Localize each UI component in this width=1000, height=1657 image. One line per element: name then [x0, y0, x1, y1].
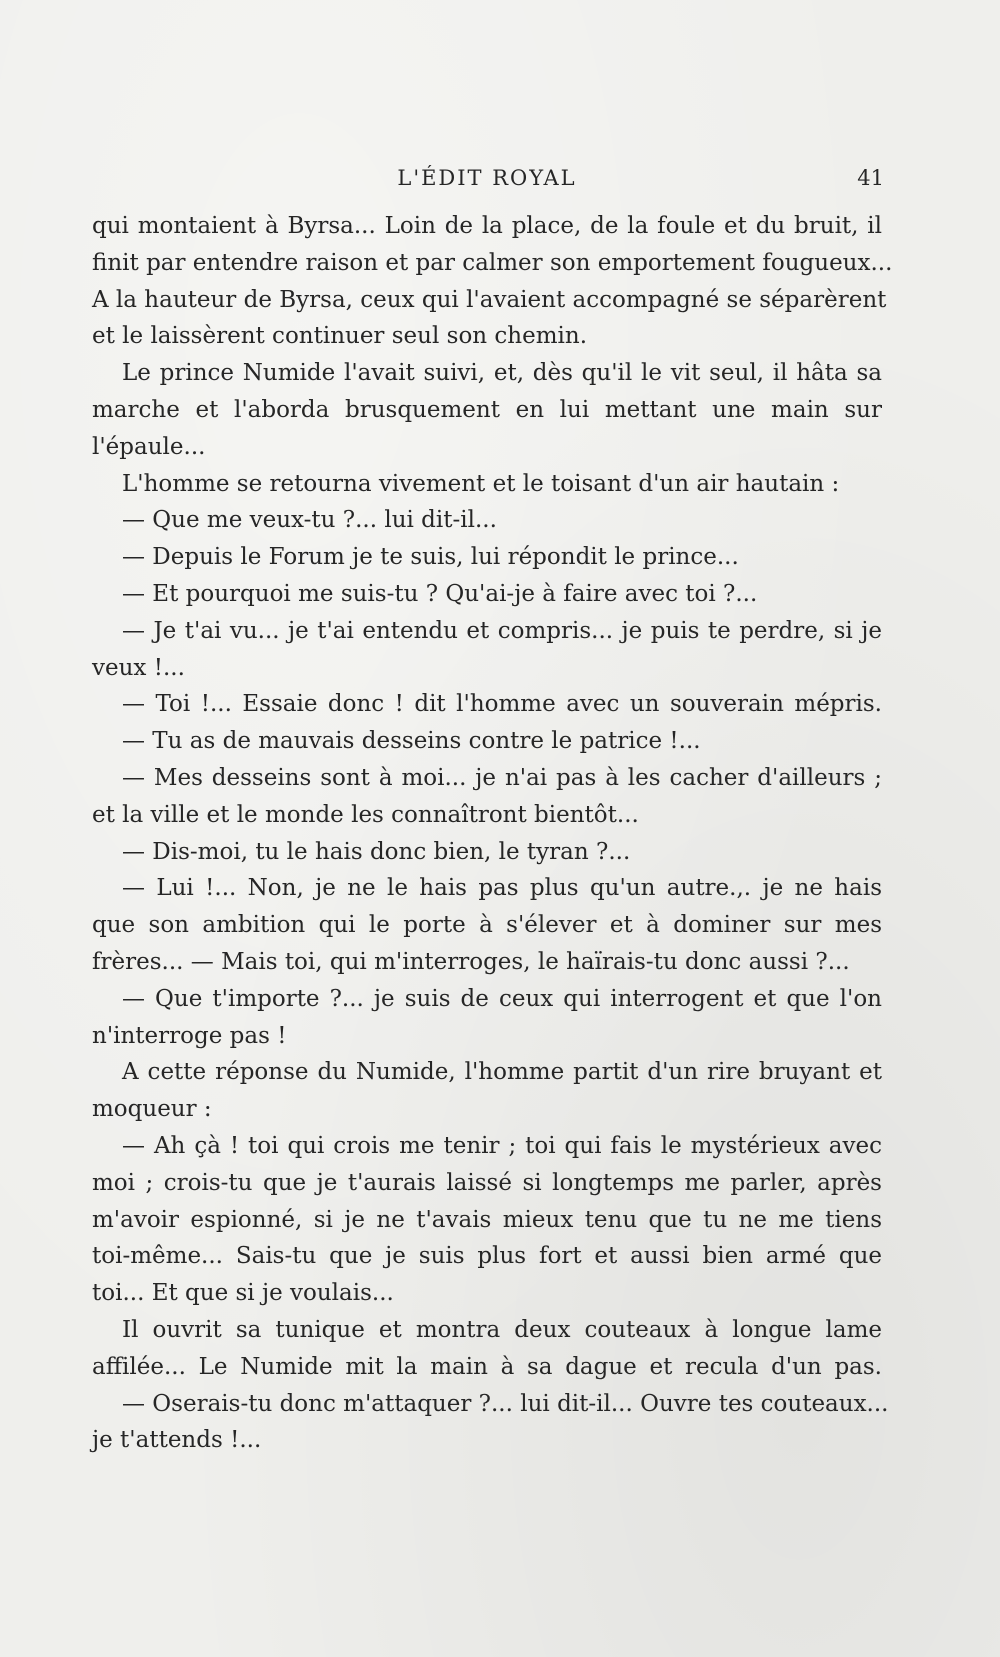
text-line: toi... Et que si je voulais... [92, 1280, 394, 1307]
text-line: — Mes desseins sont à moi... je n'ai pas à les cacher d'ailleurs ; [122, 764, 882, 791]
text-line: A cette réponse du Numide, l'homme partit d'un rire bruyant et [122, 1059, 882, 1086]
text-line: l'épaule... [92, 433, 206, 460]
text-line: — Que me veux-tu ?... lui dit-il... [122, 507, 497, 534]
text-line: que son ambition qui le porte à s'élever et à dominer sur mes [92, 912, 882, 939]
text-line: — Toi !... Essaie donc ! dit l'homme avec un souverain mépris. [122, 691, 882, 718]
text-line: — Lui !... Non, je ne le hais pas plus qu'un autre.,. je ne hais [122, 875, 882, 902]
text-line: toi-même... Sais-tu que je suis plus fort et aussi bien armé que [92, 1243, 882, 1270]
text-line: — Oserais-tu donc m'attaquer ?... lui dit-il... Ouvre tes couteaux... [122, 1390, 889, 1417]
text-line: — Tu as de mauvais desseins contre le patrice !... [122, 728, 701, 755]
text-line: finit par entendre raison et par calmer son emportement fougueux... [92, 249, 893, 276]
text-line: marche et l'aborda brusquement en lui mettant une main sur [92, 396, 882, 423]
text-line: — Que t'importe ?... je suis de ceux qui interrogent et que l'on [122, 985, 882, 1012]
running-title: L'ÉDIT ROYAL [397, 166, 577, 190]
running-head [92, 166, 882, 196]
page-number: 41 [857, 166, 884, 190]
text-line: qui montaient à Byrsa... Loin de la place, de la foule et du bruit, il [92, 213, 882, 239]
text-line: veux !... [92, 654, 185, 681]
body-text [92, 208, 893, 1459]
text-line: A la hauteur de Byrsa, ceux qui l'avaient accompagné se séparèrent [92, 286, 887, 313]
text-line: je t'attends !... [92, 1427, 262, 1454]
text-line: m'avoir espionné, si je ne t'avais mieux tenu que tu ne me tiens [92, 1206, 882, 1233]
text-line: affilée... Le Numide mit la main à sa dague et recula d'un pas. [92, 1353, 882, 1380]
text-line: frères... — Mais toi, qui m'interroges, le haïrais-tu donc aussi ?... [92, 948, 850, 975]
text-line: moqueur : [92, 1096, 212, 1123]
text-line: Le prince Numide l'avait suivi, et, dès qu'il le vit seul, il hâta sa [122, 360, 882, 387]
text-line: — Et pourquoi me suis-tu ? Qu'ai-je à faire avec toi ?... [122, 580, 758, 607]
text-line: L'homme se retourna vivement et le toisant d'un air hautain : [122, 470, 840, 497]
text-line: — Ah çà ! toi qui crois me tenir ; toi qui fais le mystérieux avec [122, 1132, 882, 1159]
text-line: et la ville et le monde les connaîtront bientôt... [92, 801, 639, 828]
text-line: — Depuis le Forum je te suis, lui répondit le prince... [122, 544, 739, 571]
text-line: moi ; crois-tu que je t'aurais laissé si longtemps me parler, après [92, 1169, 882, 1196]
text-line: Il ouvrit sa tunique et montra deux couteaux à longue lame [122, 1316, 882, 1343]
text-line: et le laissèrent continuer seul son chemin. [92, 323, 588, 350]
text-line: n'interroge pas ! [92, 1022, 287, 1049]
text-line: — Je t'ai vu... je t'ai entendu et compris... je puis te perdre, si je [122, 617, 882, 644]
text-line: — Dis-moi, tu le hais donc bien, le tyran ?... [122, 838, 631, 865]
